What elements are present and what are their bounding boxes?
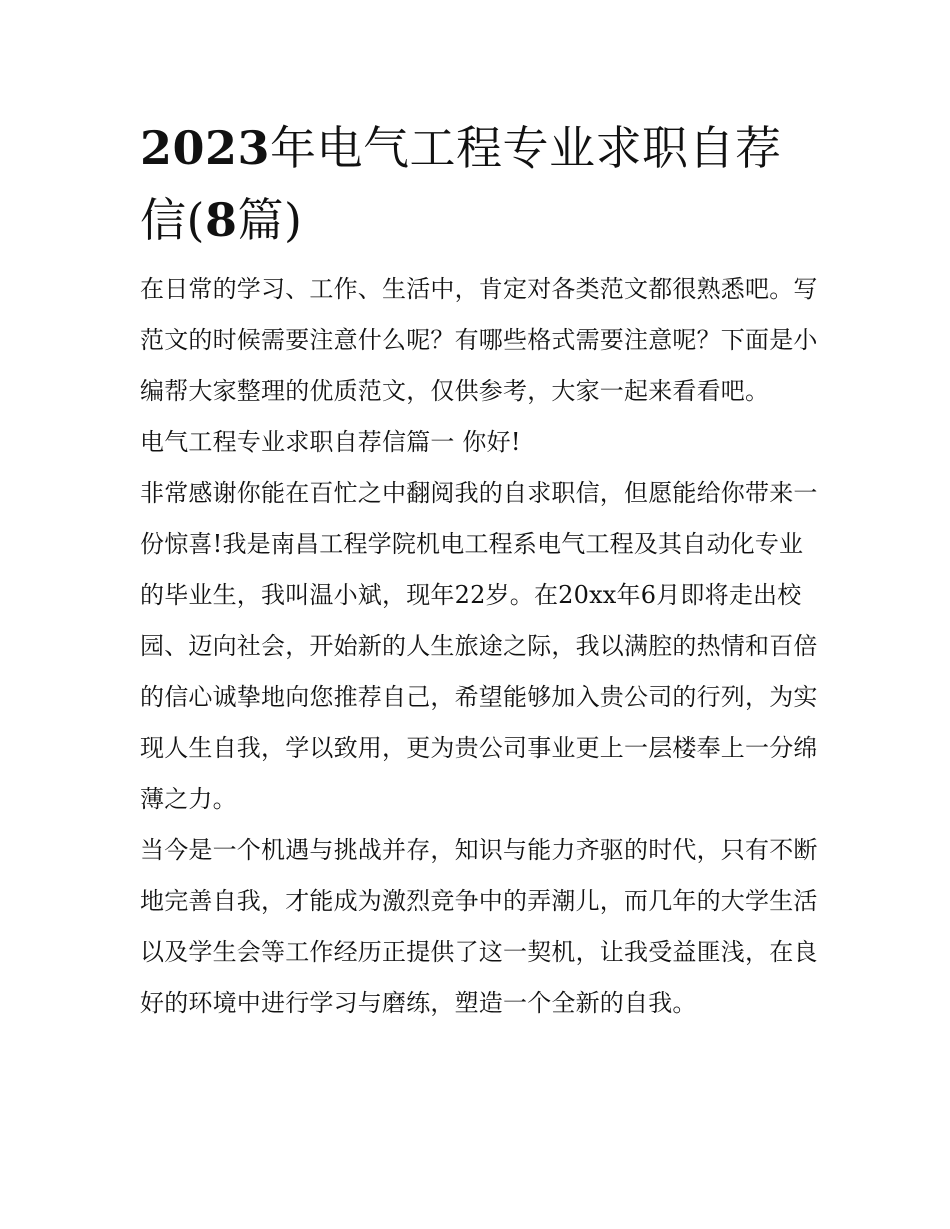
title-text-a: 年电气工程专业求职自荐信( — [140, 121, 782, 247]
section-heading: 电气工程专业求职自荐信篇一 你好! — [140, 428, 521, 456]
intro-paragraph: 在日常的学习、工作、生活中，肯定对各类范文都很熟悉吧。写范文的时候需要注意什么呢？有哪些格式需要注意呢？下面是小编帮大家整理的优质范文，仅供参考，大家一起来看看吧。 — [140, 275, 818, 405]
document-page — [140, 112, 820, 1029]
body-paragraph: 非常感谢你能在百忙之中翻阅我的自求职信，但愿能给你带来一份惊喜!我是南昌工程学院机电工程系电气工程及其自动化专业的毕业生，我叫温小斌，现年22岁。在20xx年6月即将走出校园、迈向社会，开始新的人生旅途之际，我以满腔的热情和百倍的信心诚挚地向您推荐自己，希望能够加入贵公司的行列，为实现人生自我，学以致用，更为贵公司事业更上一层楼奉上一分绵薄之力。 — [140, 479, 818, 813]
title-count: 8 — [204, 193, 238, 247]
title-text-b: 篇) — [237, 193, 303, 247]
body-paragraph: 当今是一个机遇与挑战并存，知识与能力齐驱的时代，只有不断地完善自我，才能成为激烈竞争中的弄潮儿，而几年的大学生活以及学生会等工作经历正提供了这一契机，让我受益匪浅，在良好的环境中进行学习与磨练，塑造一个全新的自我。 — [140, 836, 818, 1017]
document-title — [140, 112, 820, 256]
title-year: 2023 — [140, 121, 271, 175]
